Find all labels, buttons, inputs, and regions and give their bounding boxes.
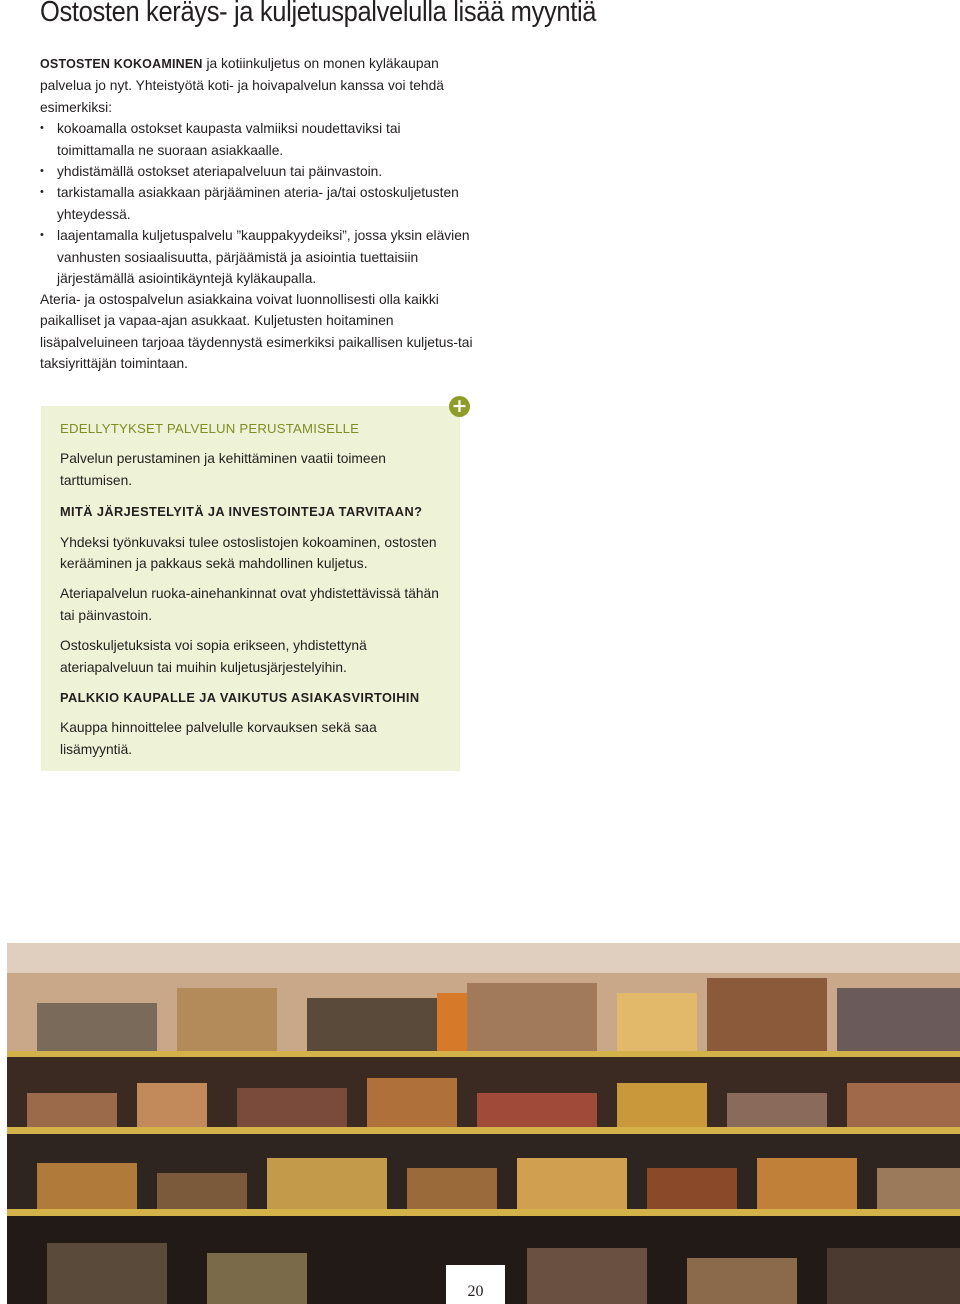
intro-text: ja kotiinkuljetus on monen kyläkaupan palvelua jo nyt. Yhteistyötä koti- ja hoivapalvelun kanssa voi tehdä esimerkiksi:	[40, 56, 444, 115]
box-paragraph: Kauppa hinnoittelee palvelulle korvauksen sekä saa lisämyyntiä.	[60, 720, 377, 757]
list-item: • laajentamalla kuljetuspalvelu ”kauppakyydeiksi”, jossa yksin elävien vanhusten sosiaalisuutta, pärjäämistä ja asiointia tuettaisiin järjestämällä asiointikäyntejä kyläkaupalla.	[40, 225, 480, 289]
plus-icon: +	[449, 396, 470, 417]
box-paragraph: Yhdeksi työnkuvaksi tulee ostoslistojen kokoaminen, ostosten kerääminen ja pakkaus sekä mahdollinen kuljetus.	[60, 534, 437, 572]
box-kicker: EDELLYTYKSET PALVELUN PERUSTAMISELLE	[60, 421, 360, 436]
box-kicker-text: Palvelun perustaminen ja kehittäminen vaatii toimeen tarttumisen.	[60, 451, 386, 488]
store-shelves-illustration	[7, 943, 960, 1304]
example-list	[40, 118, 480, 289]
page-number: 20	[467, 1283, 484, 1300]
box-heading-fee: PALKKIO KAUPALLE JA VAIKUTUS ASIAKASVIRTOIHIN	[60, 690, 420, 706]
intro-section	[40, 53, 480, 289]
info-box	[41, 406, 460, 771]
customers-paragraph: Ateria- ja ostospalvelun asiakkaina voivat luonnollisesti olla kaikki paikalliset ja vapaa-ajan asukkaat. Kuljetusten hoitaminen lisäpalveluineen tarjoaa täydennystä esimerkiksi paikallisen kuljetus-tai taksiyrittäjän toimintaan.	[40, 292, 473, 372]
intro-lead: OSTOSTEN KOKOAMINEN	[40, 57, 203, 71]
page-title: Ostosten keräys- ja kuljetuspalvelulla lisää myyntiä	[40, 0, 597, 28]
list-item: • yhdistämällä ostokset ateriapalveluun tai päinvastoin.	[40, 161, 480, 182]
intro-paragraph	[40, 53, 480, 118]
box-heading-arrangements: MITÄ JÄRJESTELYITÄ JA INVESTOINTEJA TARVITAAN?	[60, 504, 423, 520]
list-item: • tarkistamalla asiakkaan pärjääminen ateria- ja/tai ostoskuljetusten yhteydessä.	[40, 182, 480, 225]
box-paragraph: Ateriapalvelun ruoka-ainehankinnat ovat yhdistettävissä tähän tai päinvastoin.	[60, 586, 439, 623]
box-paragraph: Ostoskuljetuksista voi sopia erikseen, yhdistettynä ateriapalveluun tai muihin kuljetusjärjestelyihin.	[60, 638, 367, 675]
list-item: • kokoamalla ostokset kaupasta valmiiksi noudettaviksi tai toimittamalla ne suoraan asiakkaalle.	[40, 118, 480, 161]
